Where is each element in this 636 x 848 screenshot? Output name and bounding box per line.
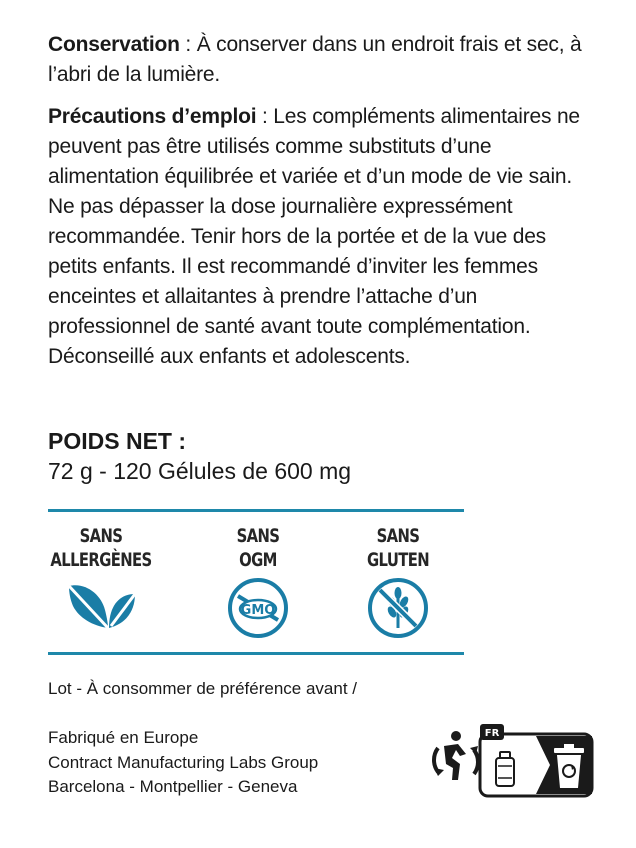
badge-sans-allergenes bbox=[36, 524, 166, 632]
manufacturer-line2: Contract Manufacturing Labs Group bbox=[48, 752, 319, 772]
triman-recycling-icon bbox=[430, 728, 482, 784]
triman-sorting-icon bbox=[478, 722, 596, 800]
conservation-label: Conservation bbox=[48, 33, 180, 56]
manufacturer-line3: Barcelona - Montpellier - Geneva bbox=[48, 777, 298, 796]
lot-best-before: Lot - À consommer de préférence avant / bbox=[48, 679, 357, 698]
precautions-paragraph bbox=[48, 102, 596, 372]
badge-sans-gluten bbox=[333, 524, 463, 640]
conservation-text: À conserver dans un endroit frais et sec, à l’abri de la lumière. bbox=[48, 33, 582, 86]
precautions-text: Les compléments alimentaires ne peuvent pas être utilisés comme substituts d’une alimentation équilibrée et variée et d’un mode de vie sain. Ne pas dépasser la dose journalière expressément recommandée. Tenir hors de la portée et de la vue des petits enfants. Il est recommandé d’inviter les femmes enceintes et allaitantes à prendre l’attache d’un professionnel de santé avant toute complémentation. Déconseillé aux enfants et adolescents. bbox=[48, 105, 580, 368]
badge-ogm-line2: OGM bbox=[239, 549, 277, 571]
gmo-icon-text: GMO bbox=[240, 603, 276, 618]
badge-gluten-line2: GLUTEN bbox=[366, 549, 430, 571]
leaves-icon bbox=[61, 580, 141, 632]
top-divider bbox=[48, 509, 464, 512]
precautions-separator: : bbox=[256, 105, 274, 128]
conservation-separator: : bbox=[179, 33, 197, 56]
badge-sans-ogm bbox=[193, 524, 323, 640]
conservation-paragraph bbox=[48, 30, 596, 90]
badge-allergens-line1: SANS bbox=[79, 525, 123, 547]
badge-gluten-line1: SANS bbox=[376, 525, 420, 547]
precautions-label: Précautions d’emploi bbox=[48, 105, 257, 128]
manufacturer-block bbox=[48, 726, 318, 800]
triman-country: FR bbox=[484, 728, 500, 739]
net-weight-block bbox=[48, 426, 351, 486]
manufacturer-line1: Fabriqué en Europe bbox=[48, 728, 199, 747]
net-weight-title: POIDS NET : bbox=[48, 428, 187, 454]
badge-allergens-line2: ALLERGÈNES bbox=[50, 549, 152, 571]
gluten-free-icon bbox=[366, 576, 430, 640]
gmo-free-icon bbox=[226, 576, 290, 640]
net-weight-value: 72 g - 120 Gélules de 600 mg bbox=[48, 458, 352, 484]
bottom-divider bbox=[48, 652, 464, 655]
badge-ogm-line1: SANS bbox=[236, 525, 280, 547]
